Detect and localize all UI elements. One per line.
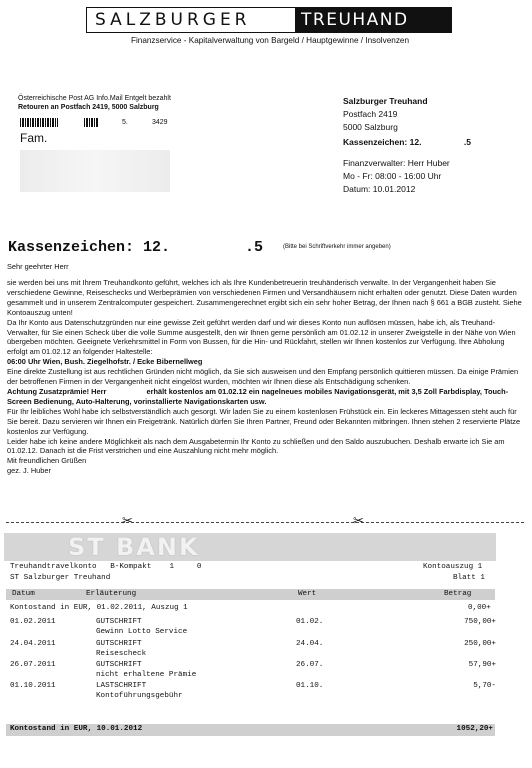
row-amount: 5,70- (473, 682, 496, 690)
bonus-text: erhält kostenlos am 01.02.12 ein nagelneues mobiles Navigationsgerät, mit 3,5 Zoll Farbdisplay, Touch-Screen Bedienung, Auto-Halterung, vorinstallierte Navigationskarten usw. (7, 386, 509, 406)
barcode (84, 118, 98, 127)
row-date: 26.07.2011 (10, 661, 56, 669)
kassen-big-note: (Bitte bei Schriftverkehr immer angeben) (283, 244, 391, 250)
sender-box: Postfach 2419 (343, 109, 398, 119)
letter-paragraph: Eine direkte Zustellung ist aus rechtlichen Gründen nicht möglich, da Sie sich ausweisen und den Empfang persönlich quittieren müssen. Da einige Prämien der betroffenen Firmen in der Vergangenheit nicht eingelöst wurden, möchten wir Ihnen diese als Entschädigung schenken. (7, 367, 519, 387)
sender-block (343, 95, 513, 196)
sender-kassen-label: Kassenzeichen: 12. (343, 137, 422, 147)
pickup-line: 06:00 Uhr Wien, Bush. Ziegelhofstr. / Ecke Bibernellweg (7, 357, 203, 367)
opening-balance-label: Kontostand in EUR, 01.02.2011, Auszug 1 (10, 604, 188, 612)
closing: Mit freundlichen Grüßen (7, 456, 87, 466)
logo-left-text: SALZBURGER (95, 10, 251, 30)
logo-right-text: TREUHAND (295, 8, 451, 32)
sender-name: Salzburger Treuhand (343, 96, 428, 106)
scissors-icon: ✂ (353, 513, 364, 528)
barcode (20, 118, 58, 127)
cut-line (6, 522, 524, 523)
closing-balance-amount: 1052,20+ (456, 725, 493, 733)
table-row (10, 682, 496, 703)
sender-city: 5000 Salzburg (343, 122, 398, 132)
row-desc: Gewinn Lotto Service (96, 628, 188, 636)
closing-balance-label: Kontostand in EUR, 10.01.2012 (10, 725, 143, 733)
row-amount: 57,90+ (468, 661, 496, 669)
bank-line2: ST Salzburger Treuhand (10, 574, 111, 582)
postal-line2: Retouren an Postfach 2419, 5000 Salzburg (18, 104, 159, 111)
col-betrag: Betrag (444, 590, 472, 598)
signature: gez. J. Huber (7, 466, 51, 476)
tagline: Finanzservice - Kapitalverwaltung von Bargeld / Hauptgewinne / Insolvenzen (130, 36, 410, 45)
row-date: 01.10.2011 (10, 682, 56, 690)
bank-line1: Treuhandtravelkonto B-Kompakt 1 0 (10, 563, 202, 571)
sender-kassen (343, 136, 471, 149)
recipient-name: Fam. (20, 131, 48, 145)
row-desc: Kontoführungsgebühr (96, 692, 183, 700)
row-desc: Reisescheck (96, 650, 147, 658)
postal-code-b: 3429 (152, 119, 168, 126)
bonus-prefix: Achtung Zusatzprämie! Herr (7, 386, 107, 396)
bank-sheet-no: Blatt 1 (453, 574, 485, 582)
row-type: LASTSCHRIFT (96, 682, 147, 690)
row-type: GUTSCHRIFT (96, 661, 142, 669)
table-row (10, 618, 496, 640)
letter-paragraph: Da Ihr Konto aus Datenschutzgründen nur eine gewisse Zeit geführt werden darf und wir dieses Konto nun auflösen müssen, habe ich, als Treuhand-Verwalter, für Sie einen Scheck über die volle Summe ausgestellt, den wir Ihnen gerne persönlich am 01.02.12 in unserer Zweigstelle in der Nähe von Wien übergeben möchten. Geeignete Verkehrsmittel in Form von Bussen, für die Hin- und Rückfahrt, stellen wir Ihnen kostenlos zur Verfügung. Ihre Abholung erfolgt am 01.02.12 an folgender Haltestelle: (7, 317, 516, 357)
sender-manager: Finanzverwalter: Herr Huber (343, 158, 450, 168)
sender-kassen-suffix: .5 (463, 137, 471, 147)
sender-date: Datum: 10.01.2012 (343, 184, 416, 194)
closing-balance-row (6, 724, 495, 736)
table-row (10, 661, 496, 682)
sender-hours: Mo - Fr: 08:00 - 16:00 Uhr (343, 171, 442, 181)
col-wert: Wert (298, 590, 317, 598)
row-date: 24.04.2011 (10, 640, 56, 648)
transaction-list (10, 618, 496, 703)
row-date: 01.02.2011 (10, 618, 56, 626)
postal-code-a: 5. (122, 119, 128, 126)
letter-paragraph: sie werden bei uns mit Ihrem Treuhandkonto geführt, welches ich als Ihre Kundenbetreuerin treuhänderisch verwalte. In der Vergangenheit haben Sie verschiedene Gewinne, Reiseschecks und Werbeprämien von verschiedenen Firmen und Versandhäusern nicht erhalten oder genutzt. Diese Daten wurden gesammelt und in unserem Zentralcomputer gespeichert. Zusammengerechnet ergibt sich ein sehr hoher Betrag, der Ihnen nach § 661 a BGB zusteht. Siehe Kontoauszug unten! (7, 278, 522, 317)
row-type: GUTSCHRIFT (96, 640, 142, 648)
col-erlaeuterung: Erläuterung (86, 590, 137, 598)
row-wert: 26.07. (296, 661, 324, 669)
bank-statement-no: Kontoauszug 1 (423, 563, 483, 571)
row-amount: 750,00+ (464, 618, 496, 626)
scissors-icon: ✂ (122, 513, 133, 528)
opening-balance-amount: 0,00+ (468, 604, 491, 612)
postal-line1: Österreichische Post AG Info.Mail Entgelt bezahlt (18, 95, 171, 102)
table-header (6, 589, 495, 600)
row-wert: 01.02. (296, 618, 324, 626)
logo (86, 7, 452, 33)
col-datum: Datum (12, 590, 35, 598)
row-wert: 01.10. (296, 682, 324, 690)
salutation: Sehr geehrter Herr (7, 262, 69, 271)
redacted-address (20, 150, 170, 192)
bank-name: ST BANK (68, 533, 200, 561)
kassen-big-prefix: Kassenzeichen: 12. (8, 239, 171, 256)
bank-header (4, 533, 496, 561)
row-desc: nicht erhaltene Prämie (96, 671, 197, 679)
row-amount: 250,00+ (464, 640, 496, 648)
kassen-big-suffix: .5 (245, 239, 264, 256)
table-row (10, 640, 496, 661)
letter-paragraph: Für Ihr leibliches Wohl habe ich selbstverständlich auch gesorgt. Wir laden Sie zu einem kostenlosen Frühstück ein. Ein leckeres Mittagessen steht auch für Sie bereit. Dazu servieren wir Ihnen ein Freigetränk. Natürlich dürfen Sie Ihren Partner, Freund oder Bekannten mitbringen. Ihnen stehen 2 reservierte Plätze kostenlos zur Verfügung. (7, 406, 521, 436)
row-wert: 24.04. (296, 640, 324, 648)
row-type: GUTSCHRIFT (96, 618, 142, 626)
letter-body (7, 278, 524, 476)
letter-paragraph: Leider habe ich keine andere Möglichkeit als nach dem Ausgabetermin Ihr Konto zu schließen und den Saldo auszubuchen. Deshalb erwarte ich Sie am 01.02.12. Danach ist die Frist verstrichen und eine Auszahlung nicht mehr möglich. (7, 436, 505, 456)
